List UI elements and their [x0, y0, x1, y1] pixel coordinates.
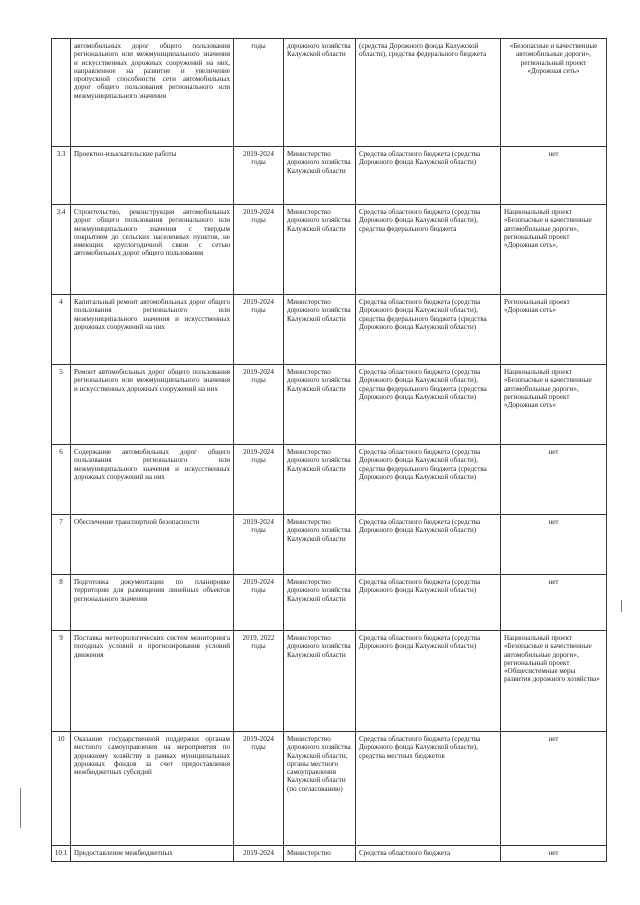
funding-source: Средства областного бюджета (средства Дорожного фонда Калужской области), средства местных бюджетов: [356, 732, 501, 846]
implementation-period: 2019-2024 годы: [234, 515, 284, 575]
implementation-period: 2019, 2022 годы: [234, 631, 284, 732]
scan-margin-mark: [621, 600, 622, 612]
funding-source: Средства областного бюджета (средства Дорожного фонда Калужской области): [356, 147, 501, 205]
measure-name: Проектно-изыскательские работы: [71, 147, 234, 205]
responsible-executor: Министерство дорожного хозяйства Калужской области: [284, 515, 356, 575]
table-row: [52, 365, 607, 445]
implementation-period: 2019-2024 годы: [234, 445, 284, 515]
table-row: [52, 39, 607, 147]
measure-name: автомобильных дорог общего пользования регионального или межмуниципального значения и искусственных дорожных сооружений на них, направленное на развитие и увеличение пропускной способности сети автомобильных дорог общего пользования регионального или межмуниципального значения: [71, 39, 234, 147]
responsible-executor: Министерство дорожного хозяйства Калужской области: [284, 365, 356, 445]
implementation-period: 2019-2024 годы: [234, 365, 284, 445]
scan-margin-mark: [20, 788, 21, 828]
implementation-period: 2019-2024 годы: [234, 732, 284, 846]
implementation-period: 2019-2024 годы: [234, 147, 284, 205]
implementation-period: 2019-2024 годы: [234, 295, 284, 365]
measure-name: Содержание автомобильных дорог общего пользования регионального или межмуниципального значения и искусственных дорожных сооружений на них: [71, 445, 234, 515]
row-number: 5: [52, 365, 71, 445]
table-row: [52, 445, 607, 515]
national-project: Национальный проект «Безопасные и качественные автомобильные дороги», региональный проект «Дорожная сеть»,: [501, 205, 607, 295]
table-row: [52, 205, 607, 295]
responsible-executor: Министерство дорожного хозяйства Калужской области: [284, 147, 356, 205]
implementation-period: 2019-2024 годы: [234, 575, 284, 631]
implementation-period: годы: [234, 39, 284, 147]
row-number: 10: [52, 732, 71, 846]
row-number: 10.1: [52, 846, 71, 862]
table-row: [52, 295, 607, 365]
funding-source: Средства областного бюджета (средства Дорожного фонда Калужской области), средства федерального бюджета: [356, 205, 501, 295]
row-number: 7: [52, 515, 71, 575]
funding-source: (средства Дорожного фонда Калужской области), средства федерального бюджета: [356, 39, 501, 147]
table-row: [52, 515, 607, 575]
responsible-executor: дорожного хозяйства Калужской области: [284, 39, 356, 147]
row-number: 9: [52, 631, 71, 732]
national-project: нет: [501, 846, 607, 862]
national-project: Национальный проект «Безопасные и качественные автомобильные дороги», региональный проект «Общесистемные меры развития дорожного хозяйства»: [501, 631, 607, 732]
funding-source: Средства областного бюджета (средства Дорожного фонда Калужской области): [356, 631, 501, 732]
measures-table: [51, 38, 607, 862]
measure-name: Строительство, реконструкция автомобильных дорог общего пользования регионального или межмуниципального значения с твердым покрытием до сельских населенных пунктов, не имеющих круглогодичной связи с сетью автомобильных дорог общего пользования: [71, 205, 234, 295]
measure-name: Ремонт автомобильных дорог общего пользования регионального или межмуниципального значения и искусственных дорожных сооружений на них: [71, 365, 234, 445]
row-number: [52, 39, 71, 147]
table-row: [52, 732, 607, 846]
funding-source: Средства областного бюджета (средства Дорожного фонда Калужской области): [356, 575, 501, 631]
responsible-executor: Министерство дорожного хозяйства Калужской области, органы местного самоуправления Калужской области (по согласованию): [284, 732, 356, 846]
responsible-executor: Министерство дорожного хозяйства Калужской области: [284, 205, 356, 295]
measure-name: Обеспечение транспортной безопасности: [71, 515, 234, 575]
row-number: 8: [52, 575, 71, 631]
table-row: [52, 147, 607, 205]
responsible-executor: Министерство дорожного хозяйства Калужской области: [284, 575, 356, 631]
responsible-executor: Министерство дорожного хозяйства Калужской области: [284, 445, 356, 515]
row-number: 3.3: [52, 147, 71, 205]
implementation-period: 2019-2024 годы: [234, 205, 284, 295]
measure-name: Подготовка документации по планировке территории для размещения линейных объектов регионального значения: [71, 575, 234, 631]
national-project: Региональный проект «Дорожная сеть»: [501, 295, 607, 365]
national-project: Национальный проект «Безопасные и качественные автомобильные дороги», региональный проект «Дорожная сеть»: [501, 365, 607, 445]
implementation-period: 2019-2024: [234, 846, 284, 862]
funding-source: Средства областного бюджета (средства Дорожного фонда Калужской области), средства федерального бюджета (средства Дорожного фонда Калужской области): [356, 295, 501, 365]
funding-source: Средства областного бюджета: [356, 846, 501, 862]
table-row: [52, 631, 607, 732]
national-project: «Безопасные и качественные автомобильные дороги», региональный проект «Дорожная сеть»: [501, 39, 607, 147]
national-project: нет: [501, 445, 607, 515]
measure-name: Предоставление межбюджетных: [71, 846, 234, 862]
national-project: нет: [501, 147, 607, 205]
funding-source: Средства областного бюджета (средства Дорожного фонда Калужской области): [356, 515, 501, 575]
responsible-executor: Министерство дорожного хозяйства Калужской области: [284, 295, 356, 365]
responsible-executor: Министерство: [284, 846, 356, 862]
row-number: 3.4: [52, 205, 71, 295]
responsible-executor: Министерство дорожного хозяйства Калужской области: [284, 631, 356, 732]
measure-name: Капитальный ремонт автомобильных дорог общего пользования регионального или межмуниципального значения и искусственных дорожных сооружений на них: [71, 295, 234, 365]
table-row: [52, 846, 607, 862]
national-project: нет: [501, 515, 607, 575]
row-number: 4: [52, 295, 71, 365]
national-project: нет: [501, 732, 607, 846]
table-row: [52, 575, 607, 631]
measure-name: Оказание государственной поддержки органам местного самоуправления на мероприятия по дорожному хозяйству в рамках муниципальных дорожных фондов за счет предоставления межбюджетных субсидий: [71, 732, 234, 846]
funding-source: Средства областного бюджета (средства Дорожного фонда Калужской области), средства федерального бюджета (средства Дорожного фонда Калужской области): [356, 445, 501, 515]
row-number: 6: [52, 445, 71, 515]
funding-source: Средства областного бюджета (средства Дорожного фонда Калужской области), средства федерального бюджета (средства Дорожного фонда Калужской области): [356, 365, 501, 445]
national-project: нет: [501, 575, 607, 631]
measure-name: Поставка метеорологических систем мониторинга погодных условий и прогнозирования условий движения: [71, 631, 234, 732]
